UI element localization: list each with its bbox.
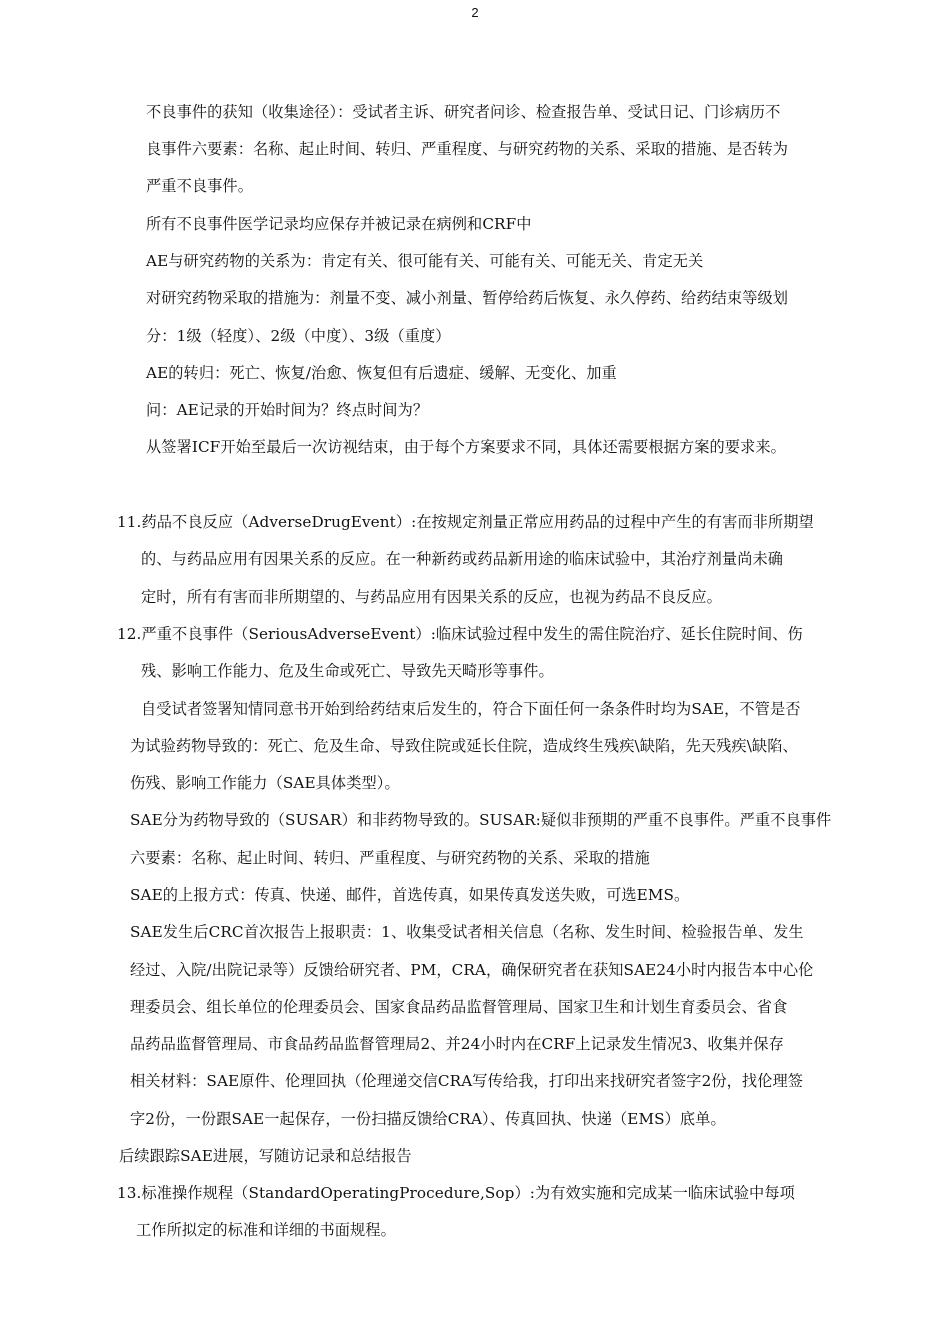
text-line: SAE分为药物导致的（SUSAR）和非药物导致的。SUSAR:疑似非预期的严重不良事件。严重不良事件 (130, 811, 832, 829)
text-line: 经过、入院/出院记录等）反馈给研究者、PM，CRA，确保研究者在获知SAE24小时内报告本中心伦 (130, 961, 814, 979)
text-line: 伤残、影响工作能力（SAE具体类型）。 (130, 774, 400, 792)
text-line: 理委员会、组长单位的伦理委员会、国家食品药品监督管理局、国家卫生和计划生育委员会、省食 (130, 998, 788, 1016)
text-line: 工作所拟定的标准和详细的书面规程。 (136, 1221, 396, 1239)
text-line: SAE发生后CRC首次报告上报职责：1、收集受试者相关信息（名称、发生时间、检验报告单、发生 (130, 923, 804, 941)
text-line: 定时，所有有害而非所期望的、与药品应用有因果关系的反应，也视为药品不良反应。 (141, 588, 722, 606)
text-line: 品药品监督管理局、市食品药品监督管理局2、并24小时内在CRF上记录发生情况3、收集并保存 (130, 1035, 784, 1053)
text-line: 所有不良事件医学记录均应保存并被记录在病例和CRF中 (146, 215, 532, 233)
text-line: 12.严重不良事件（SeriousAdverseEvent）:临床试验过程中发生的需住院治疗、延长住院时间、伤 (117, 625, 803, 643)
text-line: 相关材料：SAE原件、伦理回执（伦理递交信CRA写传给我，打印出来找研究者签字2份，找伦理签 (130, 1072, 804, 1090)
text-line: 自受试者签署知情同意书开始到给药结束后发生的，符合下面任何一条条件时均为SAE，不管是否 (141, 700, 801, 718)
text-line: 不良事件的获知（收集途径）：受试者主诉、研究者问诊、检查报告单、受试日记、门诊病历不 (146, 103, 781, 121)
text-line: 严重不良事件。 (146, 177, 254, 195)
text-line: 问：AE记录的开始时间为？终点时间为？ (146, 401, 429, 419)
text-line: 13.标准操作规程（StandardOperatingProcedure,Sop）:为有效实施和完成某一临床试验中每项 (117, 1184, 795, 1202)
text-line: AE的转归：死亡、恢复/治愈、恢复但有后遗症、缓解、无变化、加重 (146, 364, 617, 382)
page-number: 2 (471, 5, 479, 20)
text-line: 后续跟踪SAE进展，写随访记录和总结报告 (119, 1147, 412, 1165)
text-line: 为试验药物导致的：死亡、危及生命、导致住院或延长住院，造成终生残疾\缺陷，先天残疾\缺陷、 (130, 737, 798, 755)
text-line: 对研究药物采取的措施为：剂量不变、减小剂量、暂停给药后恢复、永久停药、给药结束等级划 (146, 289, 789, 307)
text-line: 字2份，一份跟SAE一起保存，一份扫描反馈给CRA）、传真回执、快递（EMS）底单。 (130, 1110, 726, 1128)
text-line: 残、影响工作能力、危及生命或死亡、导致先天畸形等事件。 (141, 662, 554, 680)
text-line: 良事件六要素：名称、起止时间、转归、严重程度、与研究药物的关系、采取的措施、是否转为 (146, 140, 789, 158)
text-line: AE与研究药物的关系为：肯定有关、很可能有关、可能有关、可能无关、肯定无关 (146, 252, 704, 270)
text-line: 的、与药品应用有因果关系的反应。在一种新药或药品新用途的临床试验中，其治疗剂量尚未确 (141, 550, 784, 568)
text-line: 分：1级（轻度）、2级（中度）、3级（重度） (146, 327, 451, 345)
text-line: 六要素：名称、起止时间、转归、严重程度、与研究药物的关系、采取的措施 (130, 849, 650, 867)
text-line: 11.药品不良反应（AdverseDrugEvent）:在按规定剂量正常应用药品的过程中产生的有害而非所期望 (117, 513, 814, 531)
text-line: 从签署ICF开始至最后一次访视结束，由于每个方案要求不同，具体还需要根据方案的要求来。 (146, 438, 786, 456)
text-line: SAE的上报方式：传真、快递、邮件，首选传真，如果传真发送失败，可选EMS。 (130, 886, 690, 904)
